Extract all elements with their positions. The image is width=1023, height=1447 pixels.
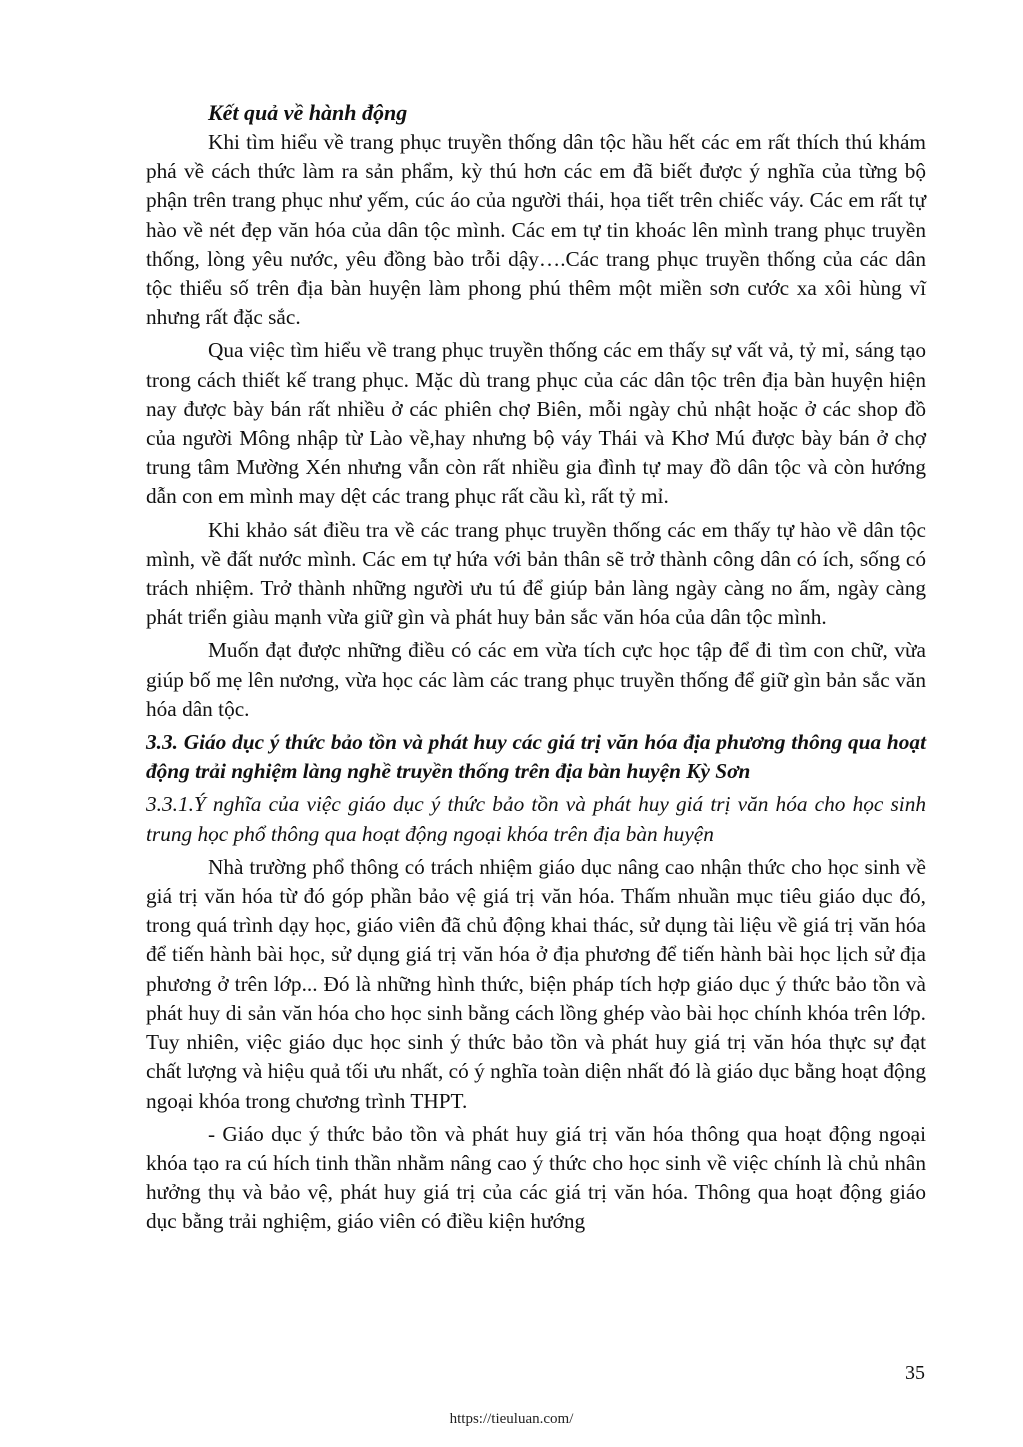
footer-url[interactable]: https://tieuluan.com/ bbox=[449, 1411, 574, 1427]
heading-3-3-1: 3.3.1.Ý nghĩa của việc giáo dục ý thức bảo tồn và phát huy giá trị văn hóa cho học sinh trung học phổ thông qua hoạt động ngoại khóa trên địa bàn huyện bbox=[146, 792, 926, 846]
heading-3-3: 3.3. Giáo dục ý thức bảo tồn và phát huy các giá trị văn hóa địa phương thông qua hoạt động trải nghiệm làng nghề truyền thống trên địa bàn huyện Kỳ Sơn bbox=[146, 730, 926, 784]
paragraph-1: Khi tìm hiểu về trang phục truyền thống dân tộc hầu hết các em rất thích thú khám phá về cách thức làm ra sản phẩm, kỳ thú hơn các em đã biết được ý nghĩa của từng bộ phận trên trang phục như yếm, cúc áo của người thái, họa tiết trên chiếc váy. Các em rất tự hào về nét đẹp văn hóa của dân tộc mình. Các em tự tin khoác lên mình trang phục truyền thống, lòng yêu nước, yêu đồng bào trỗi dậy….Các trang phục truyền thống của các dân tộc thiểu số trên địa bàn huyện làm phong phú thêm một miền sơn cước xa xôi hùng vĩ nhưng rất đặc sắc. bbox=[146, 130, 926, 330]
paragraph-3: Khi khảo sát điều tra về các trang phục truyền thống các em thấy tự hào về dân tộc mình, về đất nước mình. Các em tự hứa với bản thân sẽ trở thành công dân có ích, sống có trách nhiệm. Trở thành những người ưu tú để giúp bản làng ngày càng no ấm, ngày càng phát triển giàu mạnh vừa giữ gìn và phát huy bản sắc văn hóa của dân tộc mình. bbox=[146, 517, 926, 630]
paragraph-4: Muốn đạt được những điều có các em vừa tích cực học tập để đi tìm con chữ, vừa giúp bố mẹ lên nương, vừa học các làm các trang phục truyền thống để giữ gìn bản sắc văn hóa dân tộc. bbox=[146, 638, 926, 721]
paragraph-6: - Giáo dục ý thức bảo tồn và phát huy giá trị văn hóa thông qua hoạt động ngoại khóa tạo ra cú hích tinh thần nhằm nâng cao ý thức cho học sinh về việc chính là chủ nhân hưởng thụ và bảo vệ, phát huy giá trị của các giá trị văn hóa. Thông qua hoạt động giáo dục bằng trải nghiệm, giáo viên có điều kiện hướng bbox=[146, 1121, 926, 1234]
page-body bbox=[146, 98, 926, 1241]
page-number: 35 bbox=[905, 1362, 925, 1384]
paragraph-5: Nhà trường phổ thông có trách nhiệm giáo dục nâng cao nhận thức cho học sinh về giá trị văn hóa từ đó góp phần bảo vệ giá trị văn hóa. Thấm nhuần mục tiêu giáo dục đó, trong quá trình dạy học, giáo viên đã chủ động khai thác, sử dụng tài liệu về giá trị văn hóa để tiến hành bài học, sử dụng giá trị văn hóa ở địa phương để tiến hành bài học lịch sử địa phương ở trên lớp... Đó là những hình thức, biện pháp tích hợp giáo dục ý thức bảo tồn và phát huy di sản văn hóa cho học sinh bằng cách lồng ghép vào bài học chính khóa trên lớp. Tuy nhiên, việc giáo dục học sinh ý thức bảo tồn và phát huy giá trị văn hóa thực sự đạt chất lượng và hiệu quả tối ưu nhất, có ý nghĩa toàn diện nhất đó là giáo dục bằng hoạt động ngoại khóa trong chương trình THPT. bbox=[146, 854, 926, 1113]
paragraph-2: Qua việc tìm hiểu về trang phục truyền thống các em thấy sự vất vả, tỷ mỉ, sáng tạo trong cách thiết kế trang phục. Mặc dù trang phục của các dân tộc trên địa bàn huyện hiện nay được bày bán rất nhiều ở các phiên chợ Biên, mỗi ngày chủ nhật hoặc ở các shop đồ của người Mông nhập từ Lào về,hay nhưng bộ váy Thái và Khơ Mú được bày bán ở chợ trung tâm Mường Xén nhưng vẫn còn rất nhiều gia đình tự may đồ dân tộc và còn hướng dẫn con em mình may dệt các trang phục rất cầu kì, rất tỷ mỉ. bbox=[146, 338, 926, 509]
section-heading-results: Kết quả về hành động bbox=[208, 100, 408, 125]
